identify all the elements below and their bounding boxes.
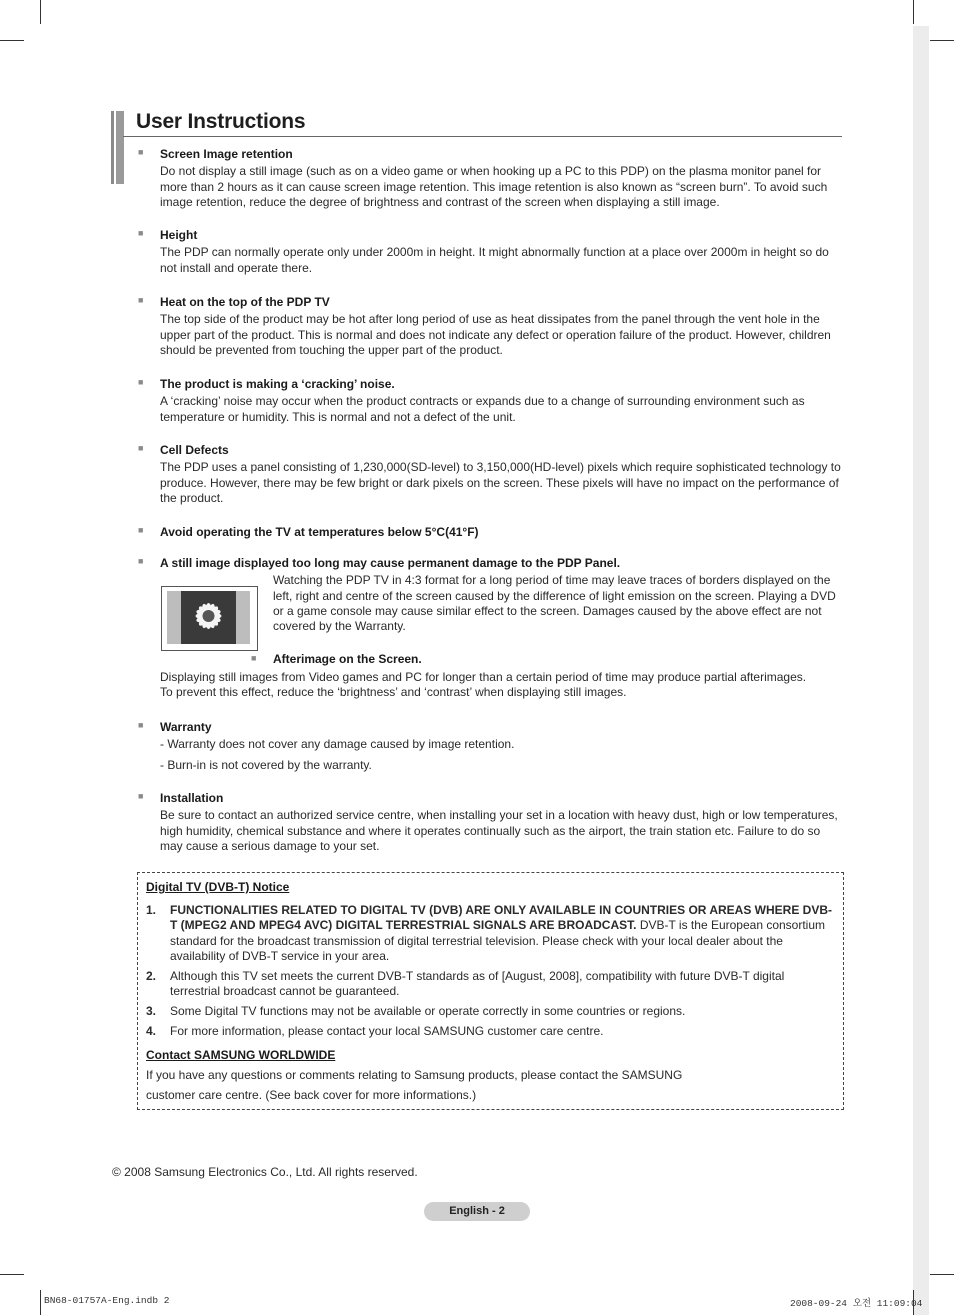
notice-item-number: 1. (146, 903, 157, 917)
section-heading: Avoid operating the TV at temperatures below 5°C(41°F) (160, 525, 479, 539)
section-temperature (138, 525, 844, 542)
square-bullet-icon: ■ (251, 653, 257, 663)
section-body-line: - Burn-in is not covered by the warranty. (160, 757, 372, 772)
section-heading: Height (160, 228, 198, 242)
sunflower-afterimage-photo (161, 586, 258, 651)
section-body: Be sure to contact an authorized service centre, when installing your set in a location with heavy dust, high or low temperatures, high humidity, chemical substance and where it operates continually such as the airport, the train station etc. Failure to do so may cause a serious damage to your set. (160, 808, 838, 853)
notice-item (146, 903, 834, 964)
print-slug-filename: BN68-01757A-Eng.indb 2 (44, 1295, 170, 1306)
notice-item-number: 4. (146, 1024, 157, 1038)
section-height (138, 228, 844, 276)
crop-mark (913, 0, 914, 24)
section-cracking (138, 377, 844, 425)
square-bullet-icon: ■ (138, 377, 144, 387)
crop-mark (0, 1274, 24, 1275)
section-heading: Afterimage on the Screen. (273, 652, 422, 666)
print-slug-timestamp: 2008-09-24 오전 11:09:04 (790, 1298, 923, 1309)
notice-item (146, 1024, 834, 1039)
notice-item-bold: FUNCTIONALITIES RELATED TO DIGITAL TV (DVB) ARE ONLY AVAILABLE IN COUNTRIES OR AREAS WHERE DVB-T (MPEG2 AND MPEG4 AVC) DIGITAL TERRESTRIAL SIGNALS ARE BROADCAST. (170, 903, 833, 933)
notice-item-text: Although this TV set meets the current DVB-T standards as of [August, 2008], compatibility with future DVB-T digital terrestrial broadcast cannot be guaranteed. (170, 969, 785, 999)
section-body: Do not display a still image (such as on a video game or when hooking up a PC to this PDP) on the plasma monitor panel for more than 2 hours as it can cause screen image retention. This image retention is also known as “screen burn”. To avoid such image retention, reduce the degree of brightness and contrast of the screen when displaying a still image. (160, 164, 828, 209)
square-bullet-icon: ■ (138, 228, 144, 238)
contact-heading: Contact SAMSUNG WORLDWIDE (146, 1048, 336, 1062)
notice-item-text: DVB-T is the European consortium standard for the broadcast transmission of digital terrestrial television. Please check with your local dealer about the availability of DVB-T service in your area. (170, 918, 826, 963)
section-heading: Screen Image retention (160, 147, 293, 161)
square-bullet-icon: ■ (138, 720, 144, 730)
section-cell-defects (138, 443, 844, 506)
crop-mark (930, 1274, 954, 1275)
section-heat (138, 295, 844, 358)
section-heading: Heat on the top of the PDP TV (160, 295, 330, 309)
notice-heading: Digital TV (DVB-T) Notice (146, 880, 290, 894)
section-heading: Warranty (160, 720, 212, 734)
section-installation (138, 791, 844, 854)
section-heading: Installation (160, 791, 224, 805)
section-heading: A still image displayed too long may cause permanent damage to the PDP Panel. (160, 556, 621, 570)
crop-mark (40, 1290, 41, 1315)
section-heading: The product is making a ‘cracking’ noise. (160, 377, 395, 391)
square-bullet-icon: ■ (138, 791, 144, 801)
square-bullet-icon: ■ (138, 295, 144, 305)
notice-item-text: For more information, please contact your local SAMSUNG customer care centre. (170, 1024, 604, 1038)
title-rule (123, 136, 842, 137)
section-warranty (138, 720, 844, 773)
square-bullet-icon: ■ (138, 443, 144, 453)
afterimage-body (138, 670, 844, 701)
crop-mark (0, 40, 24, 41)
afterimage-subsection (251, 652, 422, 666)
section-body: The top side of the product may be hot after long period of use as heat dissipates from the panel through the vent hole in the upper part of the product. This is normal and does not indicate any defect or operation failure of the product. However, children should be prevented from touching the upper part of the product. (160, 312, 831, 357)
copyright: © 2008 Samsung Electronics Co., Ltd. All rights reserved. (112, 1165, 418, 1179)
square-bullet-icon: ■ (138, 556, 144, 566)
contact-line: customer care centre. (See back cover for more informations.) (146, 1088, 477, 1102)
page-gutter (913, 26, 929, 1315)
section-body: A ‘cracking’ noise may occur when the product contracts or expands due to a change of surrounding environment such as temperature or humidity. This is normal and not a defect of the unit. (160, 394, 805, 424)
section-body: The PDP uses a panel consisting of 1,230,000(SD-level) to 3,150,000(HD-level) pixels which require sophisticated technology to produce. However, there may be few bright or dark pixels on the screen. These pixels will have no impact on the performance of the product. (160, 460, 841, 505)
section-heading: Cell Defects (160, 443, 229, 457)
notice-item-number: 3. (146, 1004, 157, 1018)
crop-mark (40, 0, 41, 24)
section-body-line: To prevent this effect, reduce the ‘brightness’ and ‘contrast’ when displaying still images. (160, 685, 627, 700)
page-title: User Instructions (136, 110, 306, 133)
page-number-badge: English - 2 (424, 1202, 530, 1221)
section-body: Watching the PDP TV in 4:3 format for a long period of time may leave traces of borders displayed on the left, right and centre of the screen caused by the difference of light emission on the screen. Playing a DVD or a game console may cause similar effect to the screen. Damages caused by the above effect are not covered by the Warranty. (273, 573, 836, 634)
section-body-line: Displaying still images from Video games and PC for longer than a certain period of time may produce partial afterimages. (160, 670, 807, 684)
crop-mark (930, 40, 954, 41)
square-bullet-icon: ■ (138, 147, 144, 157)
section-body: The PDP can normally operate only under 2000m in height. It might abnormally function at a place over 2000m in height so do not install and operate there. (160, 245, 829, 275)
contact-line: If you have any questions or comments relating to Samsung products, please contact the SAMSUNG (146, 1068, 683, 1082)
notice-item-text: Some Digital TV functions may not be available or operate correctly in some countries or regions. (170, 1004, 686, 1018)
square-bullet-icon: ■ (138, 525, 144, 535)
section-body-line: - Warranty does not cover any damage caused by image retention. (160, 737, 515, 752)
section-screen-retention (138, 147, 844, 210)
notice-item (146, 1004, 834, 1019)
notice-item-number: 2. (146, 969, 157, 983)
dvbt-notice-box (137, 872, 844, 1110)
notice-item (146, 969, 834, 1000)
